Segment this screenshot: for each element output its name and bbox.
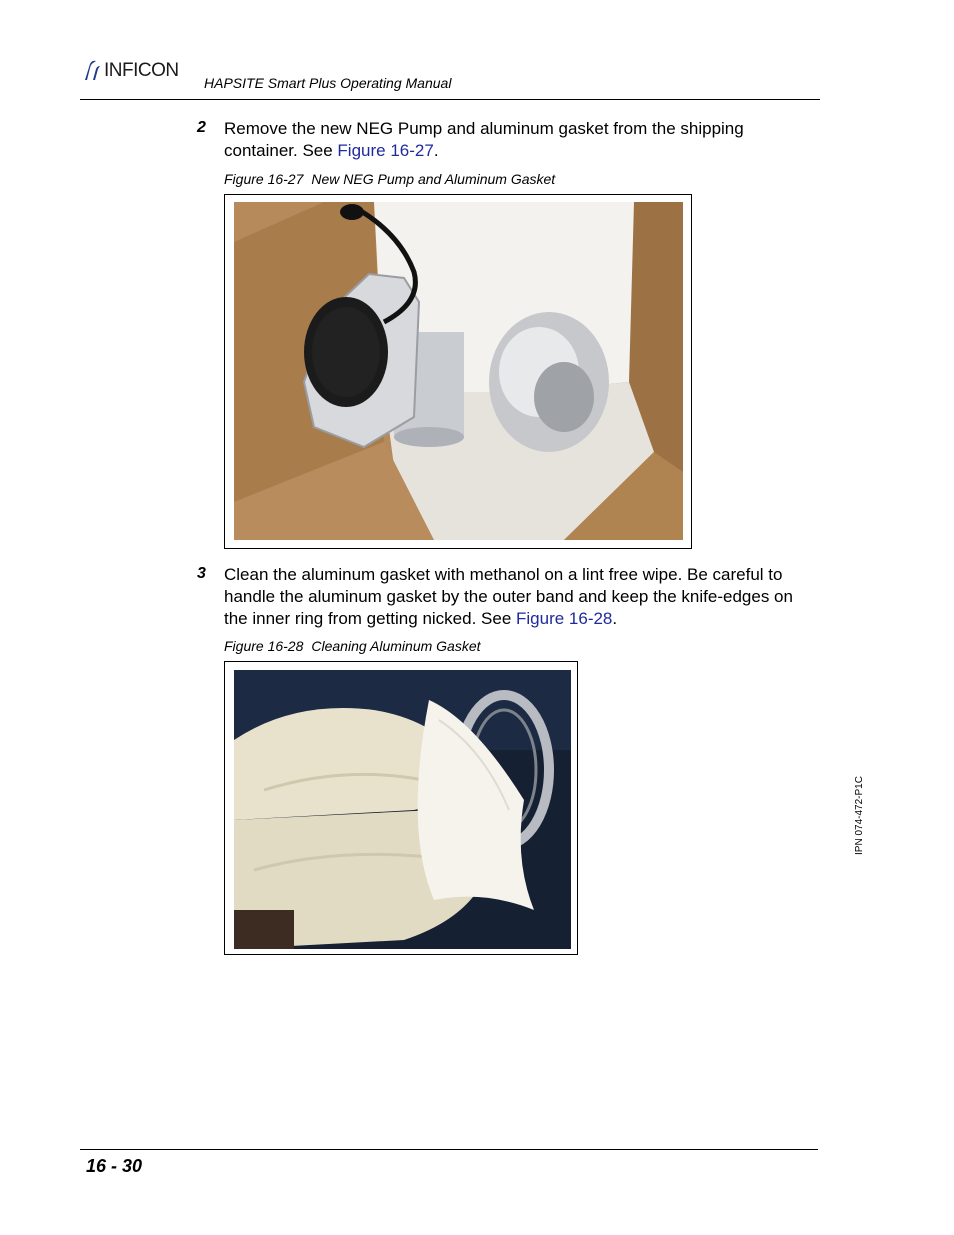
figure-caption-title: Cleaning Aluminum Gasket — [311, 638, 481, 654]
step-instruction — [224, 564, 816, 630]
ipn-label: IPN 074-472-P1C — [853, 776, 865, 855]
figure-caption — [224, 171, 555, 187]
step-text-end: . — [433, 141, 439, 160]
manual-title: HAPSITE Smart Plus Operating Manual — [204, 75, 452, 91]
figure-link[interactable]: Figure 16-28 — [516, 609, 613, 628]
step-text-end: . — [612, 609, 618, 628]
logo-text: INFICON — [104, 60, 179, 81]
inficon-logo — [82, 58, 197, 84]
neg-pump-photo — [234, 202, 683, 540]
figure-caption-label: Figure 16-28 — [224, 638, 304, 654]
figure-caption-label: Figure 16-27 — [224, 171, 304, 187]
page-number: 16 - 30 — [86, 1156, 143, 1176]
figure-caption-title: New NEG Pump and Aluminum Gasket — [311, 171, 556, 187]
cleaning-gasket-photo — [234, 670, 571, 949]
footer-divider — [80, 1149, 818, 1150]
step-instruction — [224, 118, 816, 162]
header-divider — [80, 99, 820, 100]
step-number: 3 — [197, 565, 206, 582]
figure-caption — [224, 638, 481, 654]
step-number: 2 — [197, 119, 206, 136]
step-text: Clean the aluminum gasket with methanol on a lint free wipe. Be careful to handle the aluminum gasket by the outer band and keep the knife-edges on the inner ring from getting nicked. See — [224, 565, 793, 628]
step-text: Remove the new NEG Pump and aluminum gasket from the shipping container. See — [224, 119, 744, 160]
figure-link[interactable]: Figure 16-27 — [337, 141, 434, 160]
inficon-logo-mark-icon — [82, 60, 102, 82]
